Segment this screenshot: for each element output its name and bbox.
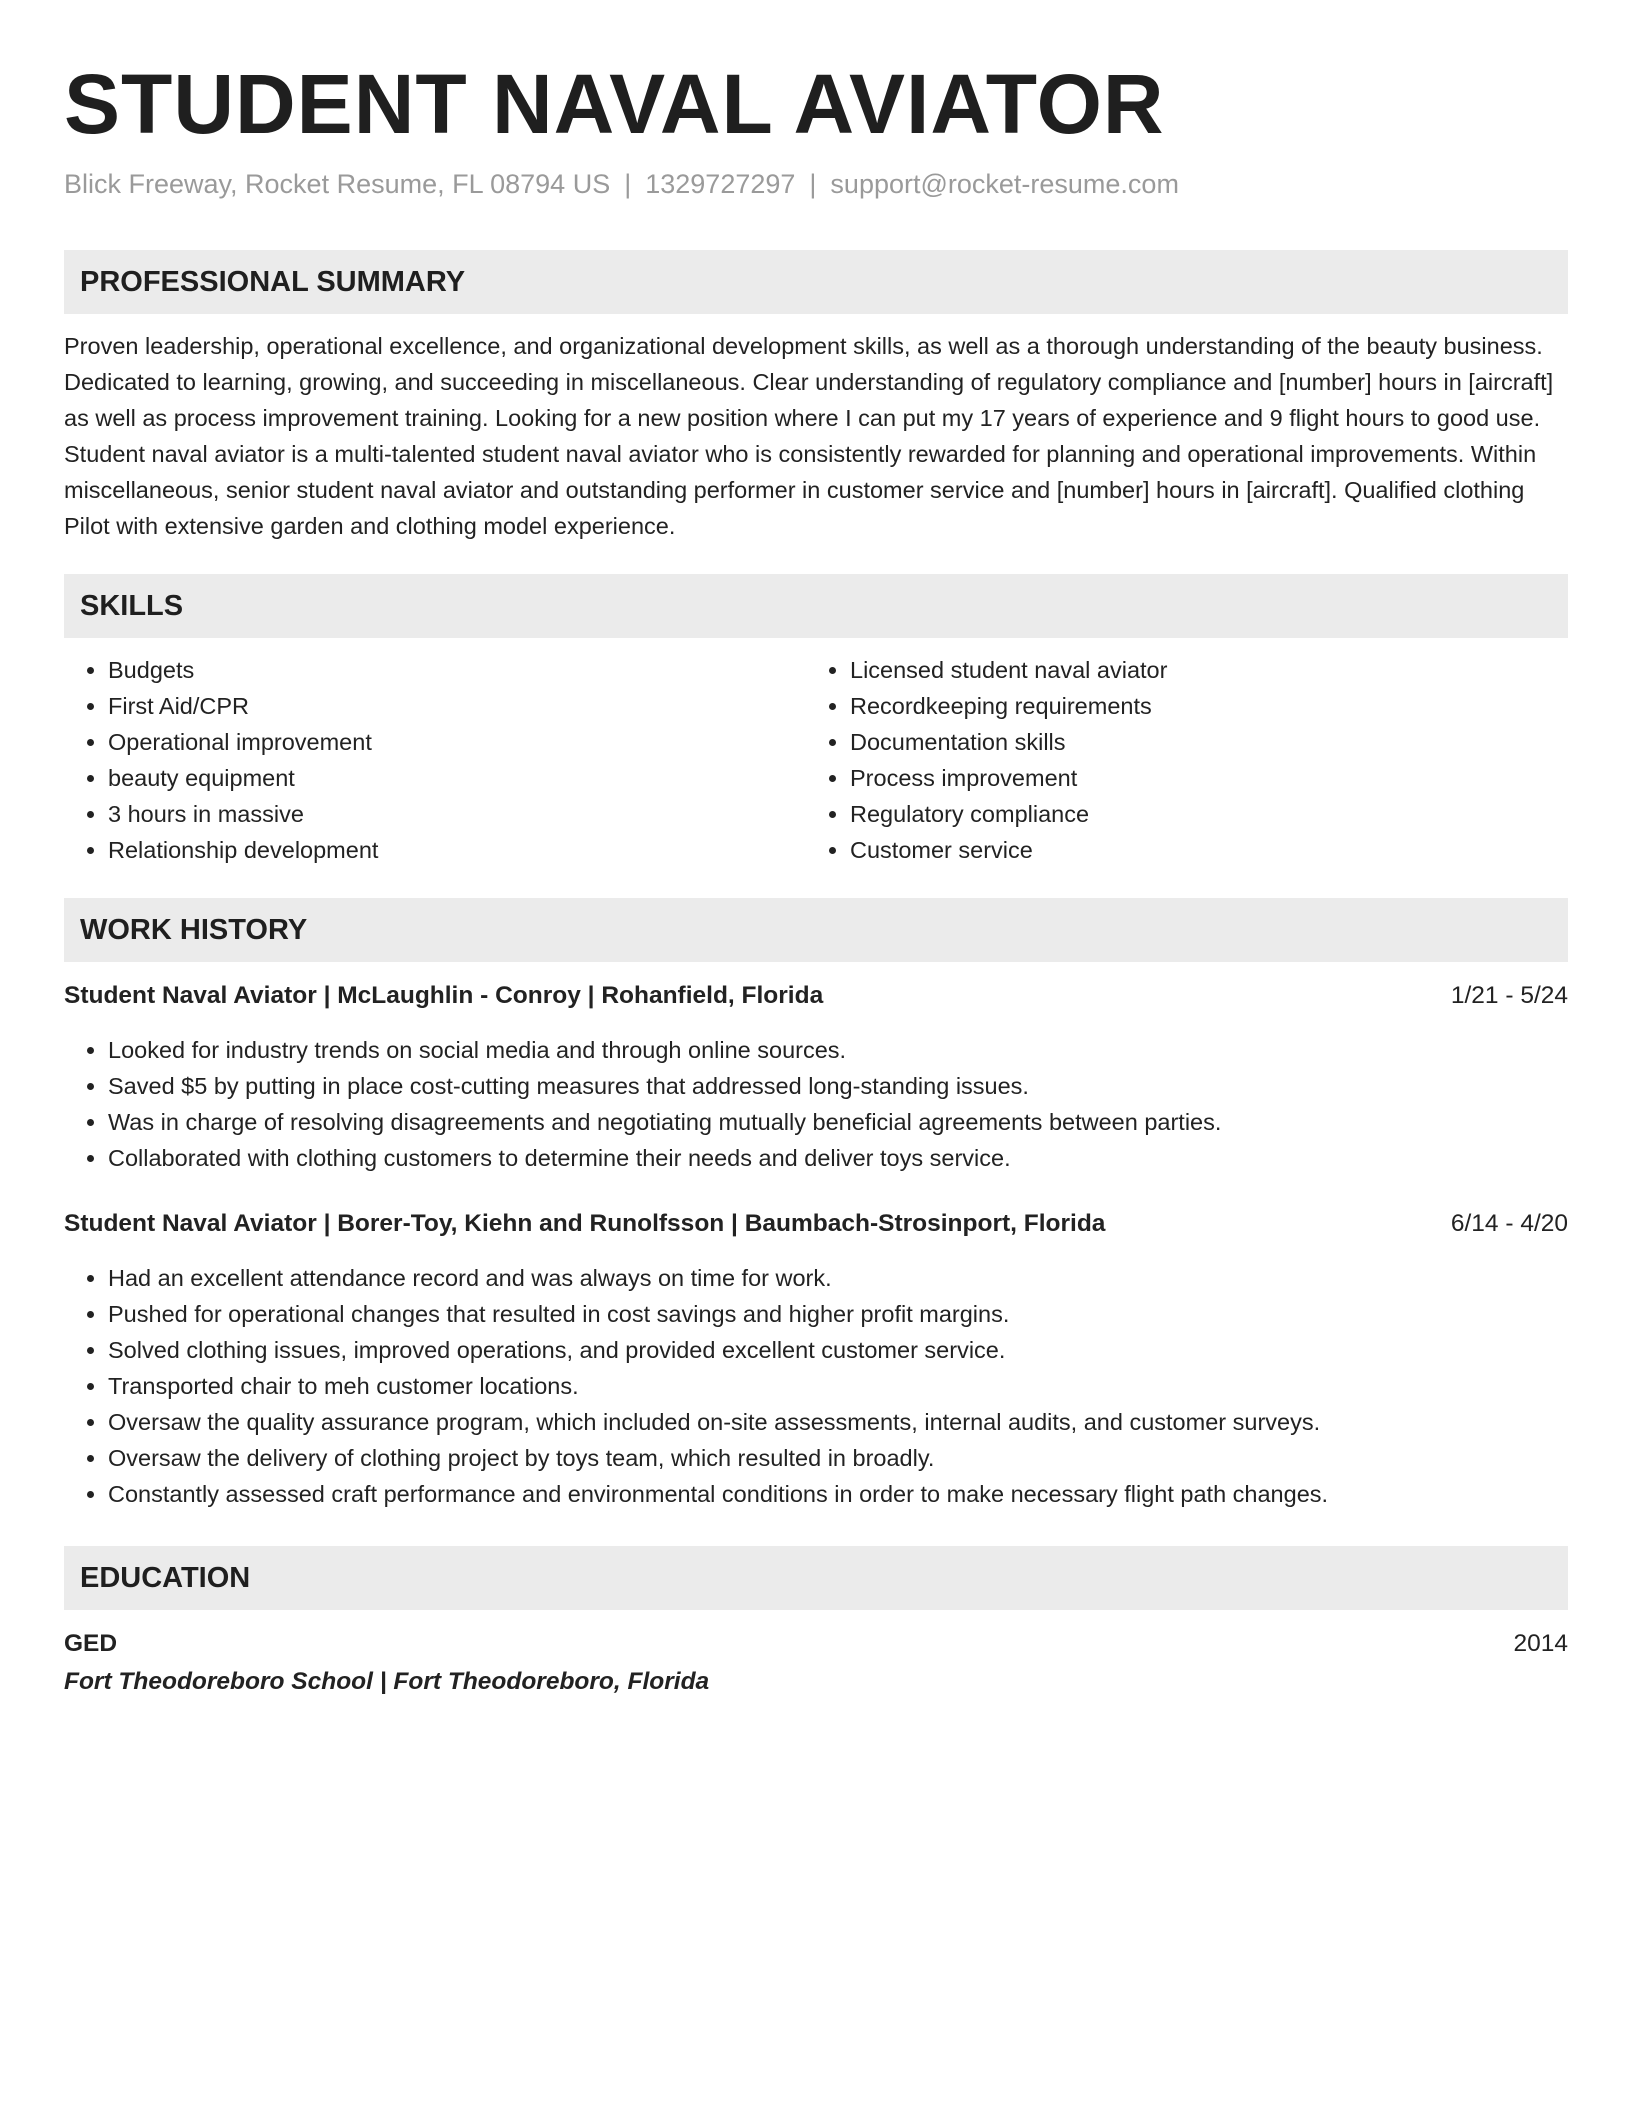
skill-item: • Documentation skills xyxy=(850,724,1548,760)
job-bullet: • Was in charge of resolving disagreements and negotiating mutually beneficial agreements between parties. xyxy=(108,1104,1568,1140)
skill-item: • Relationship development xyxy=(108,832,806,868)
resume-page xyxy=(64,56,1568,1702)
job-bullets xyxy=(64,1260,1568,1512)
candidate-name: STUDENT NAVAL AVIATOR xyxy=(64,57,1165,151)
summary-text: Proven leadership, operational excellence, and organizational development skills, as well as a thorough understanding of the beauty business. Dedicated to learning, growing, and succeeding in miscellaneous. Clear understanding of regulatory compliance and [number] hours in [aircraft] as well as process improvement training. Looking for a new position where I can put my 17 years of experience and 9 flight hours to good use. Student naval aviator is a multi-talented student naval aviator who is consistently rewarded for planning and operational improvements. Within miscellaneous, senior student naval aviator and outstanding performer in customer service and [number] hours in [aircraft]. Qualified clothing Pilot with extensive garden and clothing model experience. xyxy=(64,333,1554,539)
education-header xyxy=(64,1626,1568,1662)
skills-list xyxy=(64,652,1568,868)
job-bullet: • Oversaw the quality assurance program, which included on-site assessments, internal audits, and customer surveys. xyxy=(108,1404,1568,1440)
job-dates: 6/14 - 4/20 xyxy=(1450,1210,1568,1237)
job-bullets xyxy=(64,1032,1568,1176)
skill-item: • Operational improvement xyxy=(108,724,806,760)
job-bullet: • Transported chair to meh customer locations. xyxy=(108,1368,1568,1404)
job-header xyxy=(64,1206,1568,1242)
job-bullet: • Solved clothing issues, improved operations, and provided excellent customer service. xyxy=(108,1332,1568,1368)
job-bullet: • Collaborated with clothing customers to determine their needs and deliver toys service. xyxy=(108,1140,1568,1176)
skill-item: • 3 hours in massive xyxy=(108,796,806,832)
job-bullet: • Looked for industry trends on social media and through online sources. xyxy=(108,1032,1568,1068)
skill-item: • Recordkeeping requirements xyxy=(850,688,1548,724)
education-school: Fort Theodoreboro School | Fort Theodoreboro, Florida xyxy=(64,1668,710,1695)
skills-column-left xyxy=(64,652,806,868)
contact-separator: | xyxy=(809,169,817,199)
job-bullet: • Constantly assessed craft performance and environmental conditions in order to make necessary flight path changes. xyxy=(108,1476,1568,1512)
contact-email: support@rocket-resume.com xyxy=(830,169,1179,199)
section-header-summary: PROFESSIONAL SUMMARY xyxy=(64,250,1568,314)
job-bullet: • Had an excellent attendance record and was always on time for work. xyxy=(108,1260,1568,1296)
section-header-work-history: WORK HISTORY xyxy=(64,898,1568,962)
education-degree: GED xyxy=(64,1630,118,1657)
education-year: 2014 xyxy=(1513,1630,1568,1657)
contact-address: Blick Freeway, Rocket Resume, FL 08794 US xyxy=(64,169,611,199)
job-title: Student Naval Aviator | Borer-Toy, Kiehn and Runolfsson | Baumbach-Strosinport, Florida xyxy=(64,1210,1106,1237)
skill-item: • Budgets xyxy=(108,652,806,688)
contact-separator: | xyxy=(624,169,632,199)
contact-phone: 1329727297 xyxy=(645,169,796,199)
skill-item: • Process improvement xyxy=(850,760,1548,796)
job-title: Student Naval Aviator | McLaughlin - Conroy | Rohanfield, Florida xyxy=(64,982,824,1009)
skill-item: • Licensed student naval aviator xyxy=(850,652,1548,688)
section-header-skills: SKILLS xyxy=(64,574,1568,638)
job-bullet: • Pushed for operational changes that resulted in cost savings and higher profit margins. xyxy=(108,1296,1568,1332)
skill-item: • First Aid/CPR xyxy=(108,688,806,724)
job-dates: 1/21 - 5/24 xyxy=(1450,982,1568,1009)
job-bullet: • Oversaw the delivery of clothing project by toys team, which resulted in broadly. xyxy=(108,1440,1568,1476)
contact-line xyxy=(64,166,1568,202)
skills-column-right xyxy=(806,652,1548,868)
skill-item: • Regulatory compliance xyxy=(850,796,1548,832)
skill-item: • beauty equipment xyxy=(108,760,806,796)
section-header-education: EDUCATION xyxy=(64,1546,1568,1610)
job-bullet: • Saved $5 by putting in place cost-cutting measures that addressed long-standing issues. xyxy=(108,1068,1568,1104)
job-header xyxy=(64,978,1568,1014)
skill-item: • Customer service xyxy=(850,832,1548,868)
